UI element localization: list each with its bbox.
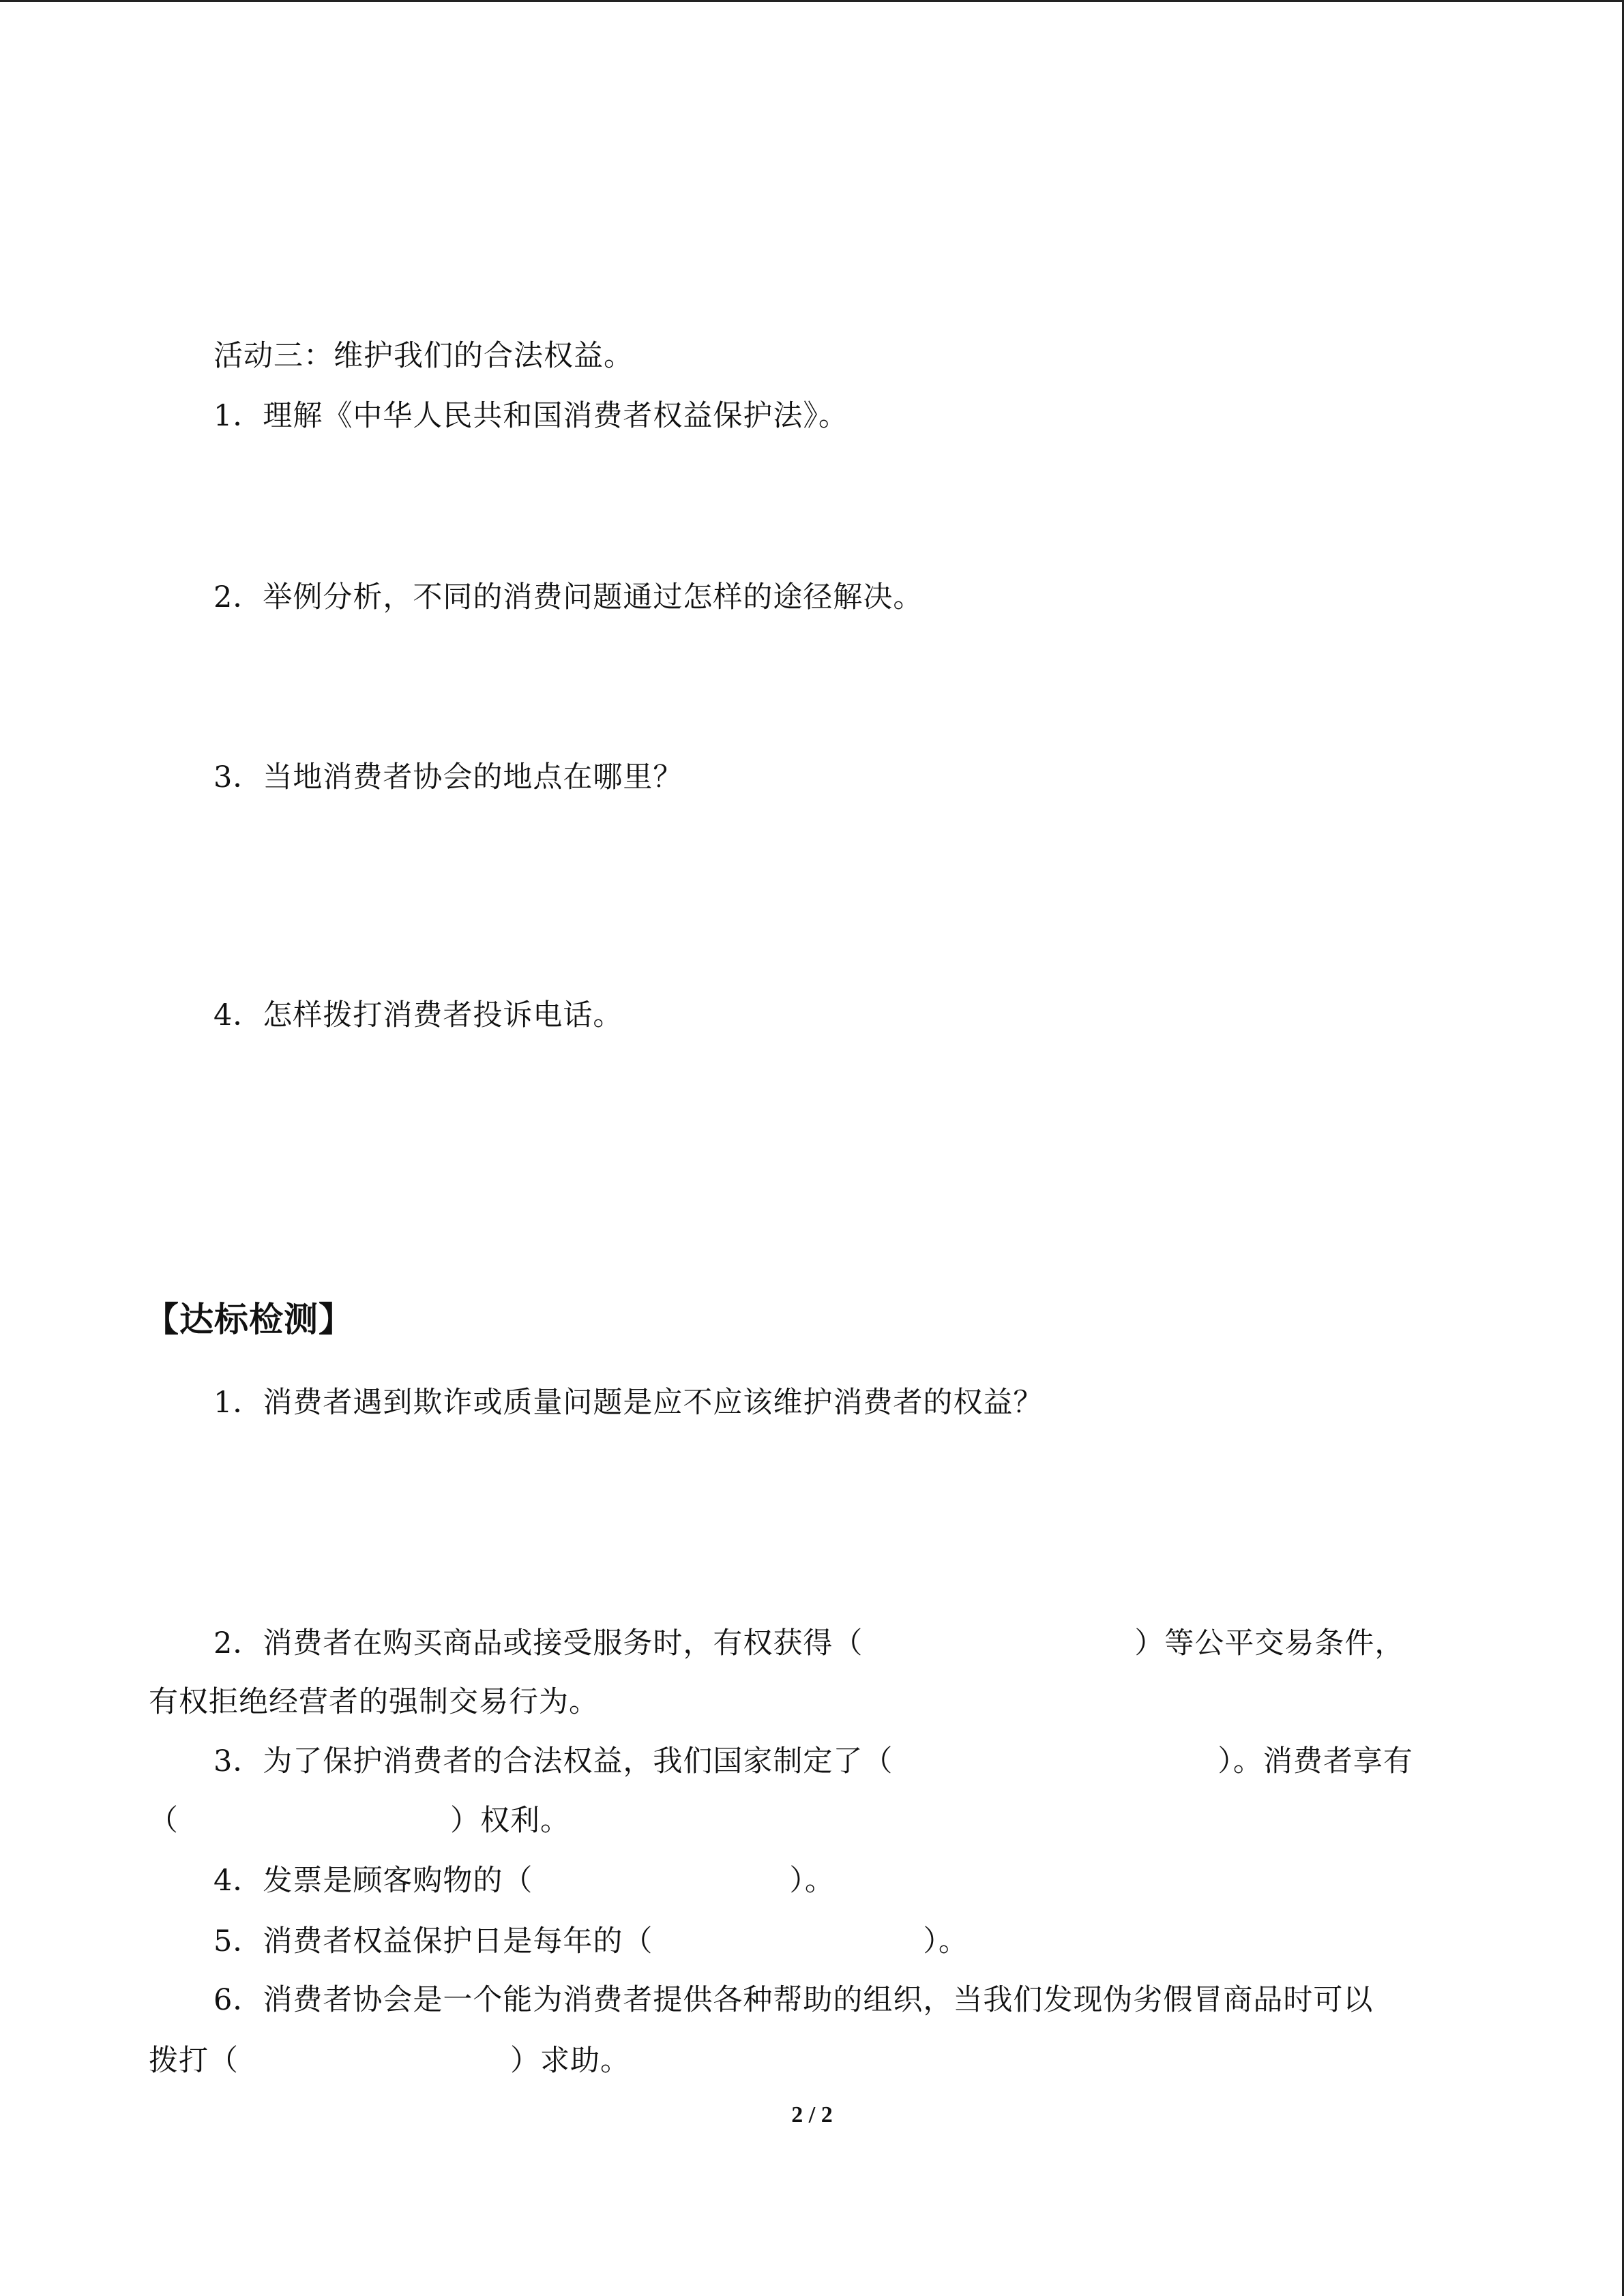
assessment-question-2 — [213, 1624, 1404, 1663]
question-6-text-after: ）求助。 — [510, 2044, 630, 2078]
question-4-text: 4．发票是顾客购物的（ — [213, 1864, 533, 1898]
assessment-question-3 — [213, 1742, 1413, 1781]
activity-question-1: 1．理解《中华人民共和国消费者权益保护法》。 — [213, 399, 848, 433]
question-2-text-after: ）等公平交易条件， — [1134, 1626, 1405, 1660]
page-number: 2 / 2 — [791, 2102, 833, 2128]
assessment-question-4 — [213, 1861, 835, 1900]
assessment-heading: 【达标检测】 — [145, 1300, 353, 1339]
question-5-text: 5．消费者权益保护日是每年的（ — [213, 1924, 653, 1958]
question-3-text-after: ）。消费者享有 — [1217, 1744, 1413, 1778]
question-5-text-after: ）。 — [923, 1924, 969, 1958]
assessment-question-6-line-2 — [149, 2041, 630, 2081]
question-2-text: 2．消费者在购买商品或接受服务时，有权获得（ — [213, 1626, 863, 1660]
assessment-question-3-line-2 — [149, 1801, 570, 1840]
assessment-question-1: 1．消费者遇到欺诈或质量问题是应不应该维护消费者的权益？ — [213, 1386, 1044, 1420]
activity-question-4: 4．怎样拨打消费者投诉电话。 — [213, 998, 623, 1032]
question-3-text: 3．为了保护消费者的合法权益，我们国家制定了（ — [213, 1744, 894, 1778]
question-6-text: 拨打（ — [149, 2044, 239, 2078]
assessment-question-5 — [213, 1922, 969, 1961]
activity-question-3: 3．当地消费者协会的地点在哪里？ — [213, 760, 683, 794]
assessment-question-6: 6．消费者协会是一个能为消费者提供各种帮助的组织，当我们发现伪劣假冒商品时可以 — [213, 1983, 1374, 2017]
assessment-question-2-line-2: 有权拒绝经营者的强制交易行为。 — [149, 1685, 599, 1719]
activity-question-2: 2．举例分析，不同的消费问题通过怎样的途径解决。 — [213, 580, 924, 614]
question-3-open-paren: （ — [149, 1804, 179, 1838]
question-3-rights-text: ）权利。 — [450, 1804, 570, 1838]
activity-title: 活动三：维护我们的合法权益。 — [213, 339, 634, 373]
question-4-text-after: ）。 — [789, 1864, 835, 1898]
